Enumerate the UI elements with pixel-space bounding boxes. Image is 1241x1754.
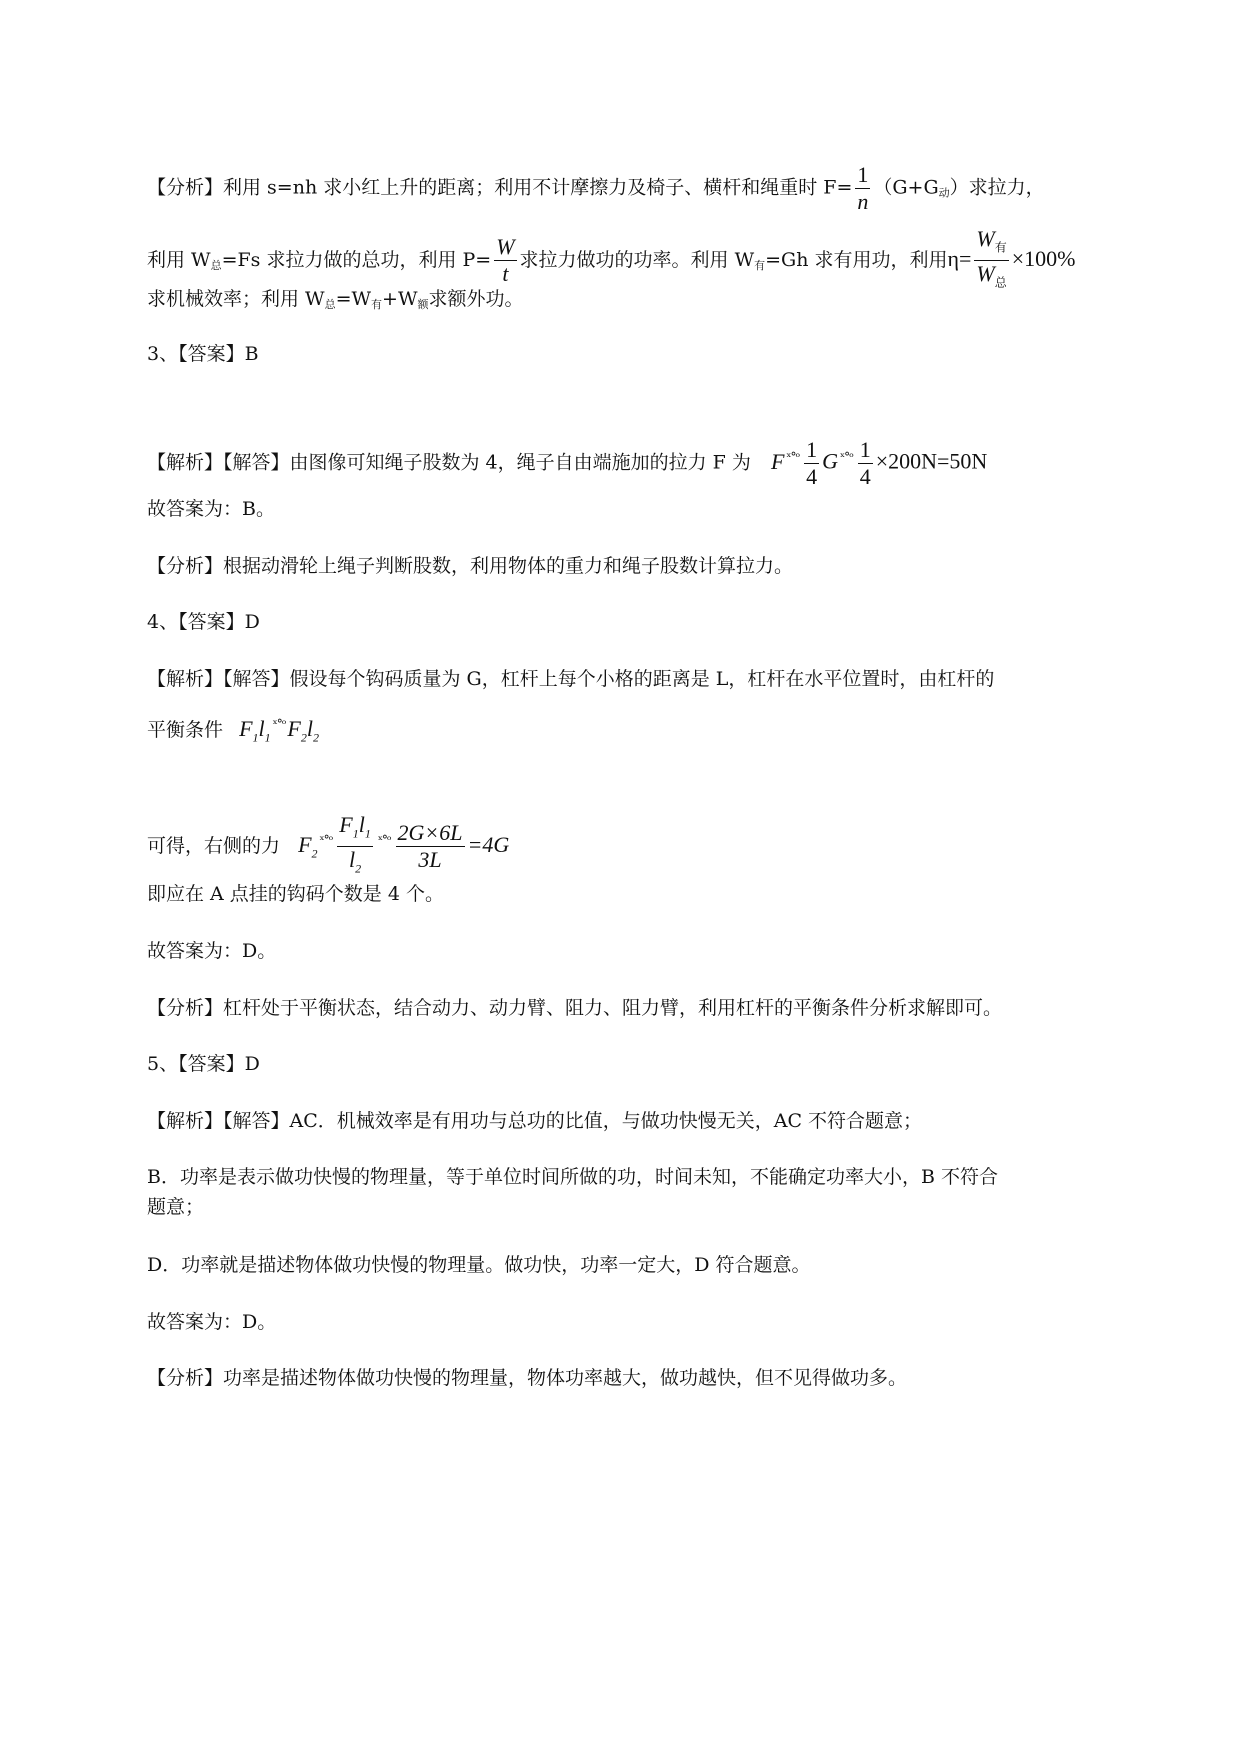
equals-glyph: ˣ°ᵒ: [786, 449, 800, 464]
text: （G+G: [873, 176, 939, 199]
text: 求额外功。: [428, 288, 524, 310]
text: 【分析】利用 s=nh 求小红上升的距离；利用不计摩擦力及椅子、横杆和绳重时 F=: [147, 176, 853, 199]
text: ）求拉力，: [949, 176, 1045, 199]
text: 可得，右侧的力: [147, 834, 281, 857]
fraction-2g6l-over-3l: $\frac{2G\times 6L}{3L}$: [397, 820, 463, 873]
fraction-1-over-n: $\frac{1}{n}$: [857, 162, 869, 214]
subscript: 总: [324, 298, 336, 311]
efficiency-fraction: $\frac{W_有}{W_总}$: [976, 226, 1007, 290]
text: +W: [382, 288, 418, 310]
solution-5-ac: 【解析】【解答】AC．机械效率是有用功与总功的比值，与做功快慢无关，AC 不符合题意；: [147, 1110, 923, 1132]
math-g: G: [822, 448, 839, 474]
subscript: 额: [417, 298, 429, 311]
percent-text: ×100%: [1011, 245, 1076, 271]
fraction-f1l1-over-l2: $\frac{F_1l_1}{l_2}$: [339, 812, 371, 876]
solution-5-d: D．功率就是描述物体做功快慢的物理量。做功快，功率一定大，D 符合题意。: [147, 1254, 811, 1276]
right-force: [147, 812, 509, 882]
text: =Fs 求拉力做的总功，利用 P=: [221, 248, 492, 271]
analysis-line: 【分析】根据动滑轮上绳子判断股数，利用物体的重力和绳子股数计算拉力。: [147, 555, 794, 577]
math-expression: $F_2l_2$: [287, 716, 319, 745]
fraction-1-4: $\frac{1}{4}$: [806, 437, 818, 489]
text: 【解析】【解答】由图像可知绳子股数为 4，绳子自由端施加的拉力 F 为: [147, 451, 751, 474]
text: 求拉力做功的功率。利用 W: [519, 248, 755, 271]
answer-4: 4、【答案】D: [147, 611, 260, 633]
math-expression: $F_1l_1$: [239, 716, 271, 745]
text: =W: [335, 288, 372, 310]
analysis-line: 【分析】杠杆处于平衡状态，结合动力、动力臂、阻力、阻力臂，利用杠杆的平衡条件分析求解即可。: [147, 997, 1003, 1019]
math-f: F: [770, 448, 785, 474]
answer-5: 5、【答案】D: [147, 1053, 260, 1075]
balance-condition: [147, 710, 319, 751]
text: 利用 W: [147, 248, 211, 271]
math-tail: =4G: [467, 831, 510, 857]
solution-4: 【解析】【解答】假设每个钩码质量为 G，杠杆上每个小格的距离是 L，杠杆在水平位置时，由杠杆的: [147, 668, 995, 690]
analysis-line: 【分析】功率是描述物体做功快慢的物理量，物体功率越大，做功越快，但不见得做功多。: [147, 1367, 908, 1389]
equals-glyph: ˣ°ᵒ: [377, 832, 391, 847]
answer-line: 故答案为：B。: [147, 498, 275, 520]
subscript: 有: [754, 258, 766, 272]
math-f2: $F_2$: [298, 831, 318, 861]
equals-glyph: ˣ°ᵒ: [319, 832, 333, 847]
analysis-line-1: [147, 162, 1045, 215]
fraction-w-over-t: $\frac{W}{t}$: [496, 234, 515, 287]
answer-3: 3、【答案】B: [147, 343, 259, 365]
text: 求机械效率；利用 W: [147, 288, 325, 310]
analysis-line-3: [147, 285, 524, 319]
math-tail: ×200N=50N: [875, 448, 988, 474]
eta-symbol: η=: [947, 245, 972, 271]
hook-count: 即应在 A 点挂的钩码个数是 4 个。: [147, 883, 444, 905]
subscript: 动: [938, 186, 950, 200]
equals-glyph: ˣ°ᵒ: [840, 449, 853, 464]
solution-5-b: B．功率是表示做功快慢的物理量，等于单位时间所做的功，时间未知，不能确定功率大小，B 不符合: [147, 1166, 998, 1188]
equals-glyph: ˣ°ᵒ: [272, 717, 286, 731]
subscript: 总: [210, 258, 222, 272]
answer-line: 故答案为：D。: [147, 940, 277, 962]
solution-5-b-cont: 题意；: [147, 1196, 205, 1218]
subscript: 有: [371, 298, 383, 311]
solution-3: [147, 437, 987, 490]
text: =Gh 求有用功，利用: [765, 248, 948, 271]
fraction-1-4: $\frac{1}{4}$: [859, 437, 871, 489]
answer-line: 故答案为：D。: [147, 1311, 277, 1333]
text: 平衡条件: [147, 719, 224, 741]
